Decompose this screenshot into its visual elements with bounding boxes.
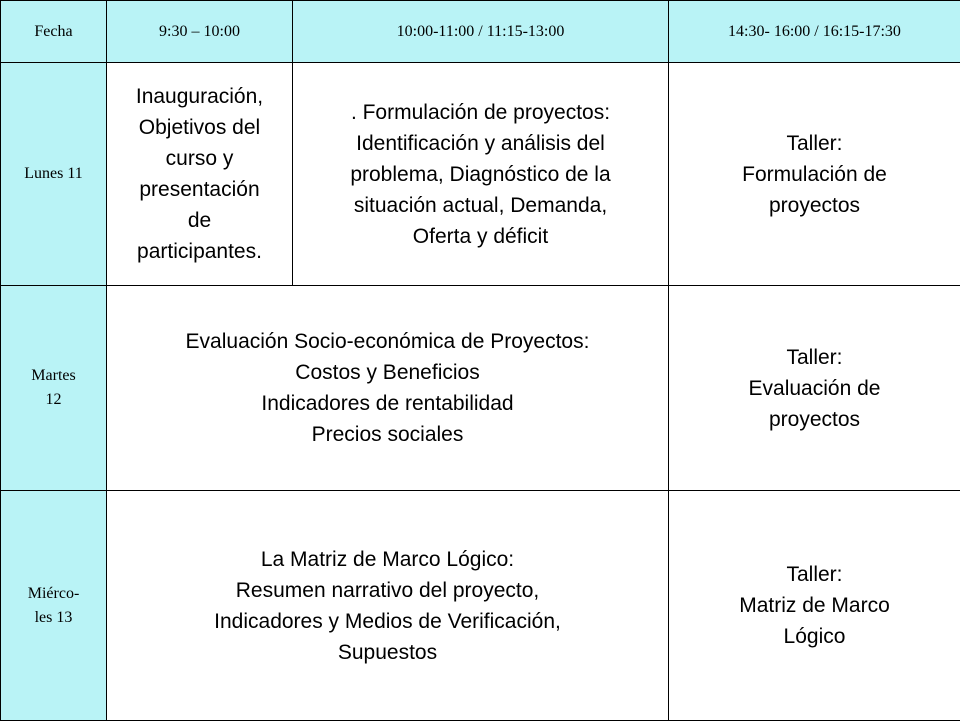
date-line: Lunes 11: [7, 162, 100, 186]
session-line: situación actual, Demanda,: [299, 190, 662, 221]
header-slot-1: 9:30 – 10:00: [107, 1, 293, 63]
header-fecha: Fecha: [1, 1, 107, 63]
session-line: problema, Diagnóstico de la: [299, 159, 662, 190]
session-line: Matriz de Marco: [675, 590, 954, 621]
date-line: 12: [7, 388, 100, 412]
session-line: Indicadores de rentabilidad: [113, 388, 662, 419]
session-taller-formulacion: [669, 63, 960, 286]
session-line: Precios sociales: [113, 419, 662, 450]
session-taller-marco: [669, 491, 960, 721]
session-line: Resumen narrativo del proyecto,: [113, 575, 662, 606]
row-lunes: [1, 63, 960, 286]
session-line: Evaluación de: [675, 373, 954, 404]
session-line: . Formulación de proyectos:: [299, 97, 662, 128]
session-line: Inauguración,: [113, 81, 286, 112]
date-cell-lunes: [1, 63, 107, 286]
date-cell-miercoles: [1, 491, 107, 721]
session-line: curso y: [113, 143, 286, 174]
session-taller-evaluacion: [669, 286, 960, 491]
session-inauguracion: [107, 63, 293, 286]
row-miercoles: [1, 491, 960, 721]
session-line: Lógico: [675, 621, 954, 652]
session-line: Taller:: [675, 128, 954, 159]
session-marco-logico: [107, 491, 669, 721]
session-line: Formulación de: [675, 159, 954, 190]
session-line: Evaluación Socio-económica de Proyectos:: [113, 326, 662, 357]
session-line: La Matriz de Marco Lógico:: [113, 544, 662, 575]
session-line: Taller:: [675, 559, 954, 590]
session-line: Oferta y déficit: [299, 221, 662, 252]
row-martes: [1, 286, 960, 491]
header-slot-2: 10:00-11:00 / 11:15-13:00: [293, 1, 669, 63]
header-slot-3: 14:30- 16:00 / 16:15-17:30: [669, 1, 960, 63]
session-line: participantes.: [113, 236, 286, 267]
session-line: presentación: [113, 174, 286, 205]
date-line: Miérco-: [7, 582, 100, 606]
session-formulacion: [293, 63, 669, 286]
date-line: les 13: [7, 606, 100, 630]
session-line: Identificación y análisis del: [299, 128, 662, 159]
header-row: [1, 1, 960, 63]
session-line: Indicadores y Medios de Verificación,: [113, 606, 662, 637]
date-line: Martes: [7, 364, 100, 388]
session-line: Costos y Beneficios: [113, 357, 662, 388]
date-cell-martes: [1, 286, 107, 491]
session-line: Supuestos: [113, 637, 662, 668]
session-line: Objetivos del: [113, 112, 286, 143]
session-line: de: [113, 205, 286, 236]
session-line: Taller:: [675, 342, 954, 373]
session-evaluacion: [107, 286, 669, 491]
session-line: proyectos: [675, 404, 954, 435]
session-line: proyectos: [675, 190, 954, 221]
